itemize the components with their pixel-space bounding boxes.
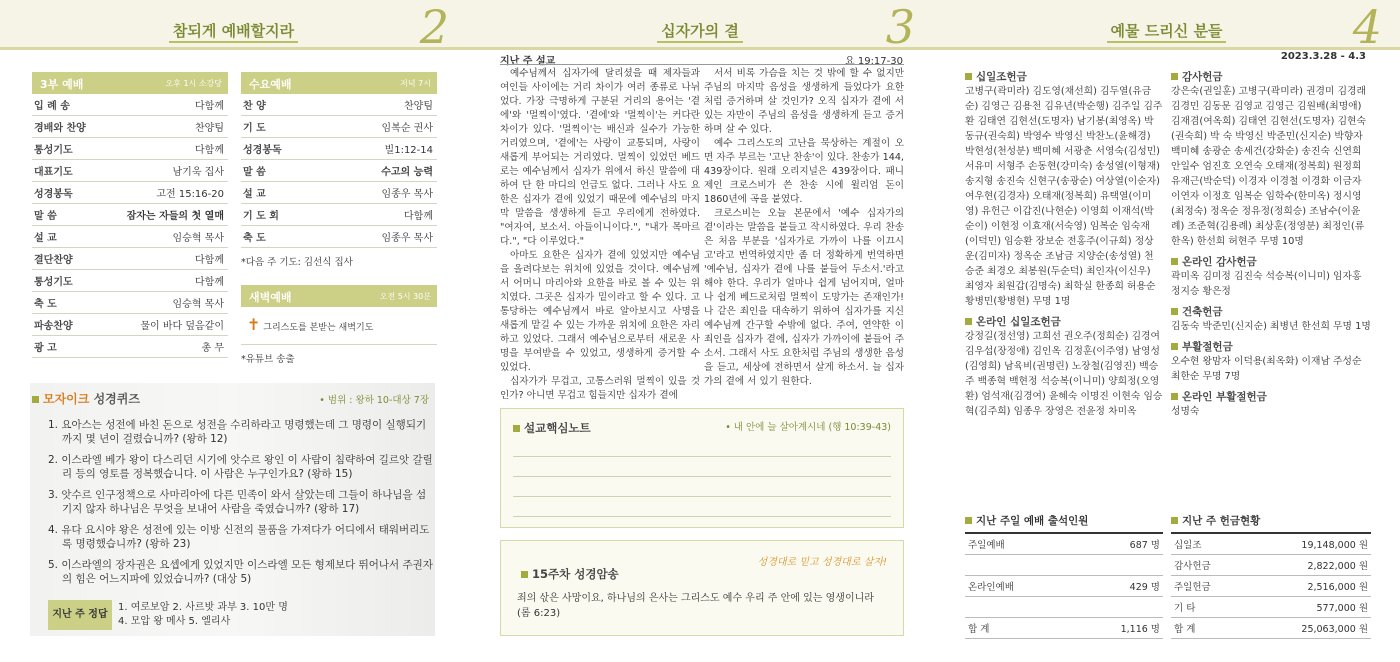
offering-names: 고병구(곽미라) 김도영(채선희) 김두열(유금순) 김영근 김용천 김유년(박순행) 김주일 김주환 김태연 김현선(도명자) 남기봉(최영옥) 박동규(권숙희) 박영수 박영신 박찬노(윤해경) 박현성(천성분) 백미혜 서광춘 서영숙(김성민) 서유미 서형주 손동현(강미숙) 송성열(이형재) 송지형 송진숙 신현구(송광순) 여상열(이순자) 여우현(김경자) 오태재(정복희) 유택열(이미영) 유헌근 이갑진(나현순) 이영희 이재석(박순이) 이현정 이효재(서숙영) 임복순 임숙재(이덕민) 임승환 장보순 전홍주(이규희) 정상운(김미자) 정옥순 조남금 지양순(송성열) 천승준 최경오 최봉원(두순덕) 최인자(이신우) 최영자 최원갑(김명숙) 최학실 한종희 허용순 황병민(황병현) 무명 1명: [965, 86, 1163, 307]
offering-names: 강정길(정선영) 고희선 권오주(정희순) 김경여 김우섭(장정애) 김인옥 김정훈(이주영) 남영성(김영희) 남육비(권명린) 노장철(김영진) 백승주 백종혁 백현정 석승복(이니미) 양희정(오영환) 엄석재(김경여) 윤혜숙 이명진 이현숙 임승혁(김주희) 임종우 장영은 전윤정 차미옥: [965, 331, 1163, 417]
dawn-service: [241, 285, 437, 365]
row-label: 말 씀: [241, 160, 324, 182]
offering-category: 부활절헌금: [1171, 339, 1371, 354]
row-value: 임종우 목사: [324, 182, 437, 204]
page-header: [933, 0, 1400, 54]
row-value: 577,000 원: [1245, 597, 1371, 618]
row-value: 남기욱 집사: [101, 160, 228, 182]
offering-names: 성명숙: [1171, 406, 1200, 417]
table-row: [241, 204, 437, 226]
row-value: 2,822,000 원: [1245, 555, 1371, 576]
bullet-icon: [521, 571, 528, 578]
table-row: [32, 270, 228, 292]
row-label: 말 씀: [32, 204, 101, 226]
youtube-note: *유튜브 송출: [241, 354, 295, 365]
row-value: [1071, 555, 1163, 576]
bullet-icon: [1171, 393, 1178, 400]
cross-icon: ✝: [247, 315, 261, 334]
quiz-list: [48, 418, 433, 593]
page-header: [0, 0, 467, 54]
bullet-icon: [965, 318, 972, 325]
row-label: 찬 양: [241, 94, 324, 116]
page-title: 예물 드리신 분들: [1107, 22, 1227, 43]
quiz-item: 5. 이스라엘의 장자권은 요셉에게 있었지만 이스라엘 모든 형제보다 뛰어나서 주권자의 힘은 어느지파에 있었습니까? (대상 5): [48, 559, 433, 585]
offering-category: 온라인 십일조헌금: [965, 314, 1163, 329]
page-3: [467, 0, 933, 662]
table-row: [241, 116, 437, 138]
sermon-ref: 요 19:17-30: [845, 56, 903, 67]
quiz-range: • 범위 : 왕하 10-대상 7장: [319, 395, 429, 406]
page-title: 참되게 예배할지라: [169, 22, 298, 43]
row-label: 대표기도: [32, 160, 101, 182]
row-label: [965, 597, 1071, 618]
sermon-label: 지난 주 설교: [500, 56, 556, 67]
table-row: [32, 94, 228, 116]
quiz-item: 1. 요아스는 성전에 바친 돈으로 성전을 수리하라고 명령했는데 그 명령이 실행되기까지 몇 년이 걸렸습니까? (왕하 12): [48, 419, 427, 445]
table-row: [32, 182, 228, 204]
offering-category: 십일조헌금: [965, 69, 1163, 84]
row-label: 축 도: [241, 226, 324, 248]
prayer-note: *다음 주 기도: 김선식 집사: [241, 257, 353, 268]
page-4: [933, 0, 1400, 662]
page-header: [467, 0, 933, 54]
quiz-item: 4. 유다 요시야 왕은 성전에 있는 이방 신전의 물품을 가져다가 어디에서 태워버리도록 명령했습니까? (왕하 23): [48, 524, 430, 550]
bullet-icon: [1171, 517, 1178, 524]
table-row: [32, 160, 228, 182]
page-title: 십자가의 결: [657, 22, 743, 43]
row-value: 다함께: [101, 248, 228, 270]
bullet-icon: [1171, 308, 1178, 315]
row-value: 총 무: [101, 336, 228, 358]
table-row: [241, 182, 437, 204]
table-row: [32, 138, 228, 160]
note-line: [513, 477, 891, 497]
page-number: 3: [885, 0, 915, 54]
bullet-icon: [513, 425, 520, 432]
bullet-icon: [1171, 258, 1178, 265]
table-row: [32, 314, 228, 336]
note-line: [513, 497, 891, 517]
row-value: 다함께: [101, 270, 228, 292]
table-row: [241, 94, 437, 116]
offering-category: 감사헌금: [1171, 69, 1371, 84]
bullet-icon: [32, 396, 39, 403]
row-label: [965, 555, 1071, 576]
table-row: [32, 204, 228, 226]
table-row: [1171, 597, 1371, 618]
row-value: 물이 바다 덮음같이: [101, 314, 228, 336]
offering-category: 건축헌금: [1171, 304, 1371, 319]
table-row: [1171, 618, 1371, 639]
note-line: [513, 437, 891, 457]
offering-list-left: [965, 64, 1163, 419]
quiz-item: 3. 앗수르 인구정책으로 사마리아에 다른 민족이 와서 살았는데 그들이 하나님을 섬기지 않자 하나님은 무엇을 보내어 사람을 죽였습니까? (왕하 17): [48, 489, 427, 515]
table-row: [32, 336, 228, 358]
table-row: [32, 292, 228, 314]
row-label: 십일조: [1171, 533, 1245, 555]
table-row: [32, 116, 228, 138]
row-label: 온라인예배: [965, 576, 1071, 597]
row-value: 다함께: [101, 94, 228, 116]
row-label: 합 계: [1171, 618, 1245, 639]
row-value: 임복순 권사: [324, 116, 437, 138]
worship-header: 3부 예배 오후 1시 소강당: [32, 72, 228, 94]
note-line: [513, 457, 891, 477]
table-row: [965, 533, 1163, 555]
row-value: 다함께: [324, 204, 437, 226]
row-label: 입 례 송: [32, 94, 101, 116]
table-row: [965, 576, 1163, 597]
table-row: [965, 618, 1163, 639]
offering-category: 온라인 부활절헌금: [1171, 389, 1371, 404]
offering-status-section: 지난 주 헌금현황 십일조 19,148,000 원 감사헌금 2,822,000 원 주일헌금 2,516,000 원 기 타 577,000 원 합 계 25,063,000 원: [1171, 513, 1371, 639]
page-number: 4: [1352, 0, 1382, 54]
row-value: 다함께: [101, 138, 228, 160]
memory-verse-box: 15주차 성경암송 성경대로 믿고 성경대로 살자! 죄의 삯은 사망이요, 하나님의 은사는 그리스도 예수 우리 주 안에 있는 영생이니라 (롬 6:23): [500, 540, 904, 636]
table-row: [1171, 533, 1371, 555]
row-label: 결단찬양: [32, 248, 101, 270]
row-value: 2,516,000 원: [1245, 576, 1371, 597]
answers: 1. 여로보암 2. 사르밧 과부 3. 10만 명 4. 모압 왕 메사 5. 엘리사: [118, 602, 288, 627]
row-label: 기 도: [241, 116, 324, 138]
table-row: [241, 138, 437, 160]
answer-label: 지난 주 정답: [48, 600, 112, 630]
table-row: [241, 226, 437, 248]
table-row: [1171, 576, 1371, 597]
row-label: 성경봉독: [32, 182, 101, 204]
row-label: 축 도: [32, 292, 101, 314]
row-value: 1,116 명: [1071, 618, 1163, 639]
offering-names: 김동숙 박준민(신지순) 최병년 한선희 무명 1명: [1171, 321, 1371, 332]
row-value: 찬양팀: [324, 94, 437, 116]
row-label: 경배와 찬양: [32, 116, 101, 138]
row-label: 주일헌금: [1171, 576, 1245, 597]
attendance-section: 지난 주일 예배 출석인원 주일예배 687 명 온라인예배 429 명 합 계 1,116 명: [965, 513, 1163, 639]
row-label: 통성기도: [32, 138, 101, 160]
date-range: 2023.3.28 - 4.3: [1280, 51, 1366, 62]
row-value: [1071, 597, 1163, 618]
row-value: 찬양팀: [101, 116, 228, 138]
row-label: 성경봉독: [241, 138, 324, 160]
row-value: 고전 15:16-20: [101, 182, 228, 204]
row-label: 기 도 회: [241, 204, 324, 226]
worship-table: [32, 94, 228, 358]
table-row: [965, 555, 1163, 576]
row-value: 687 명: [1071, 533, 1163, 555]
memory-tagline: 성경대로 믿고 성경대로 살자!: [757, 557, 887, 568]
row-label: 통성기도: [32, 270, 101, 292]
offering-table: [1171, 532, 1371, 639]
bullet-icon: [1171, 343, 1178, 350]
row-value: 429 명: [1071, 576, 1163, 597]
row-label: 합 계: [965, 618, 1071, 639]
wednesday-table: [241, 94, 437, 248]
wednesday-order: [241, 72, 437, 268]
dawn-logo: ✝ 그리스도를 본받는 새벽기도: [241, 307, 437, 345]
table-row: [1171, 555, 1371, 576]
page-number: 2: [419, 0, 449, 54]
row-label: 주일예배: [965, 533, 1071, 555]
bullet-icon: [965, 517, 972, 524]
offering-list-right: [1171, 64, 1371, 419]
worship-order: [32, 72, 228, 358]
row-label: 설 교: [32, 226, 101, 248]
dawn-header: 새벽예배 오전 5시 30분: [241, 285, 437, 307]
row-value: 19,148,000 원: [1245, 533, 1371, 555]
offering-names: 오수현 왕맘자 이덕용(최옥화) 이재남 주성순 최한순 무명 7명: [1171, 356, 1362, 382]
row-label: 광 고: [32, 336, 101, 358]
row-value: 수고의 능력: [324, 160, 437, 182]
row-value: 25,063,000 원: [1245, 618, 1371, 639]
offering-names: 강은숙(권일훈) 고병구(곽미라) 권경미 김경래 김경민 김동문 김영교 김영근 김원배(최명애) 김재겸(여옥희) 김태연 김현선(도명자) 김현숙 (권숙희) 박 숙 박영신 박준민(신지순) 박향자 백미혜 송광순 송세건(강화순) 송진숙 신연희 안일수 엄진호 오연숙 오태재(정복희) 원정희 유재근(박순덕) 이경자 이경철 이경화 이금자 이연자 이정호 임복순 임학수(한미옥) 정시영 (최정숙) 정옥순 정유정(정희승) 조남수(이윤례) 조준혁(김용례) 최상훈(정영분) 최정인(류한옥) 한선희 허현주 무명 10명: [1171, 86, 1366, 247]
row-value: 잠자는 자들의 첫 열매: [101, 204, 228, 226]
row-value: 임승혁 목사: [101, 226, 228, 248]
offering-category: 온라인 감사헌금: [1171, 254, 1371, 269]
bullet-icon: [1171, 73, 1178, 80]
table-row: [32, 226, 228, 248]
row-label: 기 타: [1171, 597, 1245, 618]
wednesday-header: 수요예배 저녁 7시: [241, 72, 437, 94]
quiz-item: 2. 이스라엘 베가 왕이 다스리던 시기에 앗수르 왕인 이 사람이 침략하여 길르앗 갈릴리 등의 영토를 정복했습니다. 이 사람은 누구인가요? (왕하 15): [48, 454, 433, 480]
row-label: 파송찬양: [32, 314, 101, 336]
row-label: 감사헌금: [1171, 555, 1245, 576]
page-2: [0, 0, 467, 662]
row-value: 임승혁 목사: [101, 292, 228, 314]
memory-verse: 죄의 삯은 사망이요, 하나님의 은사는 그리스도 예수 우리 주 안에 있는 영생이니라 (롬 6:23): [517, 593, 874, 619]
sermon-column-2: 서서 비록 가슴을 치는 것 밖에 할 수 없지만 주님의 마지막 음성을 생생하게 들었다가 요한처럼 증거하며 살 것인가? 오직 십자가 곁에 서 있는 자만이 주님의 음성을 생생하게 듣고 증거하며 살 수 있다. 예수 그리스도의 고난을 묵상하는 계절이 오면 자주 부르는 '고난 찬송'이 있다. 찬송가 144, 439장이다. 원래 오리지널은 439장이다. 패니 제인 크로스비가 쓴 찬송 시에 윌리엄 돈이 1860년에 곡을 붙였다. 크로스비는 오늘 본문에서 '예수 십자가의 곁'이라는 말씀을 붙들고 작시하였다. 우리 찬송은 처음 부분을 '십자가로 가까이 나를 이끄시고'라고 번역하였지만 좀 더 정확하게 번역하면 '예수님, 십자가 곁에 나를 붙들어 두소서.'라고 해야 한다. 우리가 얼마나 쉽게 넘어지며, 얼마나 쉽게 베드로처럼 멀찍이 도망가는 존재인가! 나 같은 죄인을 대속하기 위하여 십자가를 지신 예수님께 간구할 수밖에 없다. 주여, 연약한 이 죄인을 십자가 곁에, 십자가 가까이에 붙들어 주소서. 그래서 사도 요한처럼 주님의 생생한 음성을 듣고, 세상에 전하면서 살게 하소서. 늘 십자가의 곁에 서 있기 원한다.: [704, 68, 904, 387]
row-label: 설 교: [241, 182, 324, 204]
note-verse: • 내 안에 늘 살아계시네 (행 10:39-43): [725, 422, 891, 433]
row-value: 빌1:12-14: [324, 138, 437, 160]
row-value: 임종우 목사: [324, 226, 437, 248]
table-row: [32, 248, 228, 270]
quiz-header: 모자이크 성경퀴즈: [32, 390, 140, 407]
sermon-note-box: 설교핵심노트 • 내 안에 늘 살아계시네 (행 10:39-43): [500, 408, 904, 528]
sermon-column-1: 예수님께서 십자가에 달리셨을 때 제자들과 여인들 사이에는 거리 차이가 여러 종류로 나뉘었다. 가장 극명하게 구분된 거리의 용어는 '곁에'와 '멀찍이'였다. '곁에'와 '멀찍이'는 커다란 차이가 있다. '멀찍이'는 배신과 실수가 가능한 거리였으며, '곁에'는 사랑이 교통되며, 사랑이 새롭게 부어되는 거리였다. 멀찍이 있었던 베드로는 예수님께서 십자가 위에서 하신 말씀에 대하여 단 한 마디의 언급도 없다. 그러나 사도 요한은 십자가 곁에 있었기 때문에 예수님의 마지막 말씀을 생생하게 듣고 우리에게 전하였다. "여자여, 보소서. 아들이니이다.", "내가 목마르다.", "다 이루었다." 아마도 요한은 십자가 곁에 있었지만 예수님을 올려다보는 위치에 있었을 것이다. 예수님께서 어머니 마리아와 요한을 바로 볼 수 있는 위치였다. 그곳은 십자가 밑이라고 할 수 있다. 고통당하는 예수님께서 바로 알아보시고 사명을 새롭게 맡길 수 있는 가까운 위치에 요한은 자리하고 있었다. 그래서 예수님으로부터 새로운 사명을 부여받을 수 있었고, 생생하게 증거할 수 있었다. 십자가가 무겁고, 고통스러워 멀찍이 있을 것인가? 아니면 무겁고 힘들지만 십자가 곁에: [500, 68, 700, 401]
table-row: [965, 597, 1163, 618]
bullet-icon: [965, 73, 972, 80]
table-row: [241, 160, 437, 182]
divider: [500, 64, 904, 65]
attendance-table: [965, 532, 1163, 639]
offering-names: 곽미옥 김미정 김진숙 석승복(이니미) 임자홍 정지승 황은정: [1171, 271, 1362, 297]
